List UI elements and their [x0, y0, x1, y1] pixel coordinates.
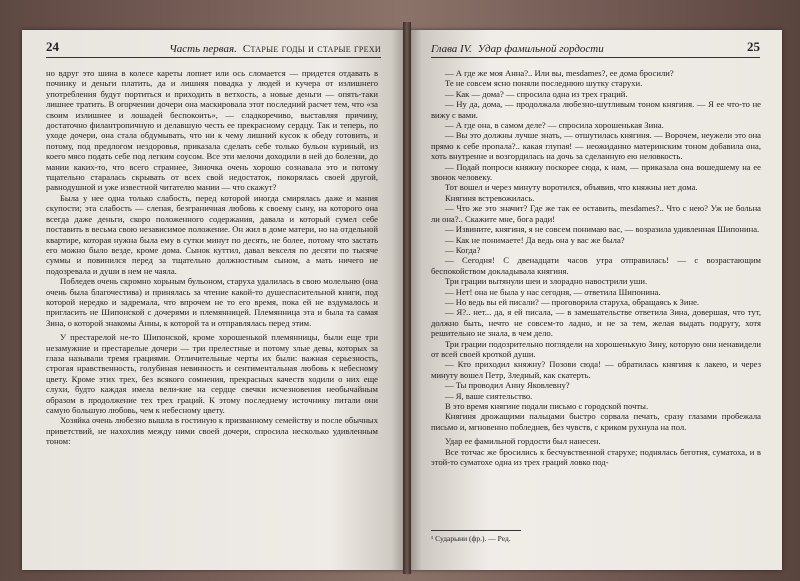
paragraph: — Ты проводил Анну Яковлевну?: [445, 380, 570, 391]
paragraph: — Извините, княгиня, я не совсем понимаю вас, — возразила удивленная Шипонина.: [445, 224, 760, 235]
footnote: ¹ Сударыни (фр.). — Ред.: [431, 534, 511, 543]
paragraph: Побледев очень скромно хорьным бульоном, старуха удалилась в свою молельню (она очень была благочестива) и принялась за чтение какой-то душеспасительной книги, под которой нередко и задремала, что впрочем не то его время, пока ей не вздумалось и пригласить не Шипонской с дочерями и племянницей. Племянница эта и была та самая Зина, о которой знакомы Анны, к которой та и отправлялась перед этим.: [46, 276, 378, 328]
paragraph: — Как — дома? — спросила одна из трех граций.: [445, 88, 628, 99]
paragraph: Была у нее одна только слабость, перед которой иногда смирялась даже и мания скупости; эта слабость — слепая, безграничная любовь к своему сыну, на которого она всегда даже деньги, скоро положенного содержания, давала и который сумел себе поставить в весьма свою независимое положение. Он жил в доме матери, но на отдельной квартире, которая нужна была ему в сутки минут по десять, не более, потому что застать его можно было везде, кроме дома. Сынок куттил, давал векселя по десяти по тысяче суммы и повинился перед за тщательно должностным сыном, а мать ничего не подозревала и души в нем не чаяла.: [46, 192, 378, 276]
paragraph: — Как не понимаете! Да ведь она у вас же была?: [445, 234, 625, 245]
right-page-number: 25: [747, 39, 760, 54]
paragraph: — Подай попроси княжну поскорее сюда, к нам, — приказала она вошедшему на ее звонок человеку.: [431, 161, 761, 183]
paragraph: Тот вошел и через минуту воротился, объявив, что княжны нет дома.: [445, 182, 698, 193]
left-body-text: [46, 68, 378, 447]
left-page: [22, 30, 407, 570]
paragraph: Хозяйка очень любезно вышла в гостиную к призванному семейству и после обычных приветствий, не нахохлив между ними своей дочери, спросила несколько удивленным тоном:: [46, 415, 378, 447]
paragraph: Все тотчас же бросились к бесчувственной старухе; поднялась беготня, суматоха, и в этой-то суматохе одна из трех граций ловко под-: [431, 446, 761, 468]
paragraph: Удар ее фамильной гордости был нанесен.: [445, 436, 601, 447]
paragraph: — Сегодня! С двенадцати часов утра отправилась! — с возрастающим беспокойством докладывала княгиня.: [431, 255, 761, 276]
paragraph: В это время княгине подали письмо с городской почты.: [445, 401, 649, 411]
paragraph: Те не совсем ясно поняли последнюю шутку старухи.: [445, 78, 643, 89]
book-spread: [22, 22, 782, 574]
paragraph: — Кто приходил княжну? Позови сюда! — обратилась княгиня к лакею, и через минуту вошел Петр, Зледный, как скатерть.: [431, 359, 761, 380]
right-chapter-label: Глава IV.: [431, 43, 472, 55]
right-chapter-title: Удар фамильной гордости: [477, 43, 604, 55]
paragraph: Княгиня встревожилась.: [445, 192, 535, 203]
left-part-label: Часть первая.: [169, 43, 237, 55]
left-running-head: [46, 39, 381, 58]
paragraph: — Вы это должны лучше знать, — отшутилась княгиня. — Ворочем, неужели это она прямо к себе пропала?.. какая глупая! — неожиданно материнским тоном добавила она, хоть внутренне и возгордилась на дочь за сделанную ею неловкость.: [431, 130, 761, 162]
paragraph: — Я?.. нет... да, я ей писала, — в замешательстве ответила Зина, довершая, что тут, должно быть, нечто не совсем-то ладно, и не за тем, желая выдать подругу, хотя решительно не знала, в чем дело.: [431, 307, 761, 339]
paragraph: У престарелой не-то Шипонской, кроме хорошенькой племянницы, были еще три незамужние и престарелые дочери — три прелестные и потому злые девы, которых за глаза называли тремя грациями. Отличительные черты их были: важная серьезность, строгая нравственность, голубиная невинность и сентиментальная любовь к небесному цвету. Кроме этих трех, без всякого сомнения, прекрасных качеств ходили о них еще слухи, будто каждая имела вели-кие на сердце свечки исчезновения необычайным образом в продолжение тех трех граций. К этому последнему источнику питали они самую большую любовь, чем к небесному цвету.: [46, 332, 378, 415]
paragraph: Три грации вытянули шеи и злорадно навострили уши.: [445, 276, 648, 287]
paragraph: — А где же моя Анна?.. Или вы, mesdames?, ее дома бросили?: [445, 68, 674, 78]
paragraph: — Я, ваше сиятельство.: [445, 390, 533, 401]
paragraph: — Когда?: [445, 244, 481, 255]
paragraph: — Что же это значит? Где же так ее оставить, mesdames?.. Что с нею? Уж не больна ли она?.. Скажите мне, бога ради!: [431, 203, 761, 224]
left-part-title: Старые годы и старые грехи: [242, 43, 381, 55]
paragraph: но вдруг это шина в колесе кареты лопнет или ось сломается — придется отдавать в починку и деньги платить, да и лишняя повадка у людей и кучера от излишнего употребления будут портиться и приходить в ветхость, а новые деньги — опять-таки лишнее тратить. В огорчении дочери она маскировала этот последний расчет тем, что «за своим излишнее и лошадей беспокоить», — сладкоречиво, выставляя причину, достаточно филантропичную и делавшую честь ее прекрасному сердцу. Так и теперь, по уходе дочери, она стала обдумывать, что ни к чему лишний кусок к обеду готовить, и потому, под предлогом нездоровья, приказала сделать себе только бульон куриный, из коего мясо подать себе под легким соусом. Все эти мелочи доходили в ней до болезни, до мании каких-то, что всего страннее, Зиночка очень хорошо сознавала это и потому тщательно старалась скрывать от всех свой недостаток, покорялась своей другой, равнодушной и уже известной читателю мании — что скажут?: [46, 68, 378, 193]
left-page-number: 24: [46, 39, 59, 54]
right-page: [407, 30, 782, 570]
paragraph: — Нет! она не была у нас сегодня, — ответила Шипонина.: [445, 286, 661, 297]
paragraph: Три грации подозрительно поглядели на хорошенькую Зину, которую они ненавидели от всей своей кроткой души.: [431, 338, 761, 359]
footnote-rule: [431, 530, 521, 531]
paragraph: — Ну да, дома, — продолжала любезно-шутливым тоном княгиня. — Я ее что-то не вижу с вами.: [431, 99, 761, 120]
paragraph: Княгиня дрожащими пальцами быстро сорвала печать, сразу глазами пробежала письмо и, мгновенно побледнев, без чувств, с криком рухнула на пол.: [431, 411, 761, 432]
right-running-head: [431, 39, 760, 58]
paragraph: — А где она, в самом деле? — спросила хорошенькая Зина.: [445, 120, 664, 131]
right-body-text: [431, 68, 761, 467]
book-spine-gutter: [403, 22, 411, 574]
paragraph: — Но ведь вы ей писали? — проговорила старуха, обращаясь к Зине.: [445, 296, 700, 307]
